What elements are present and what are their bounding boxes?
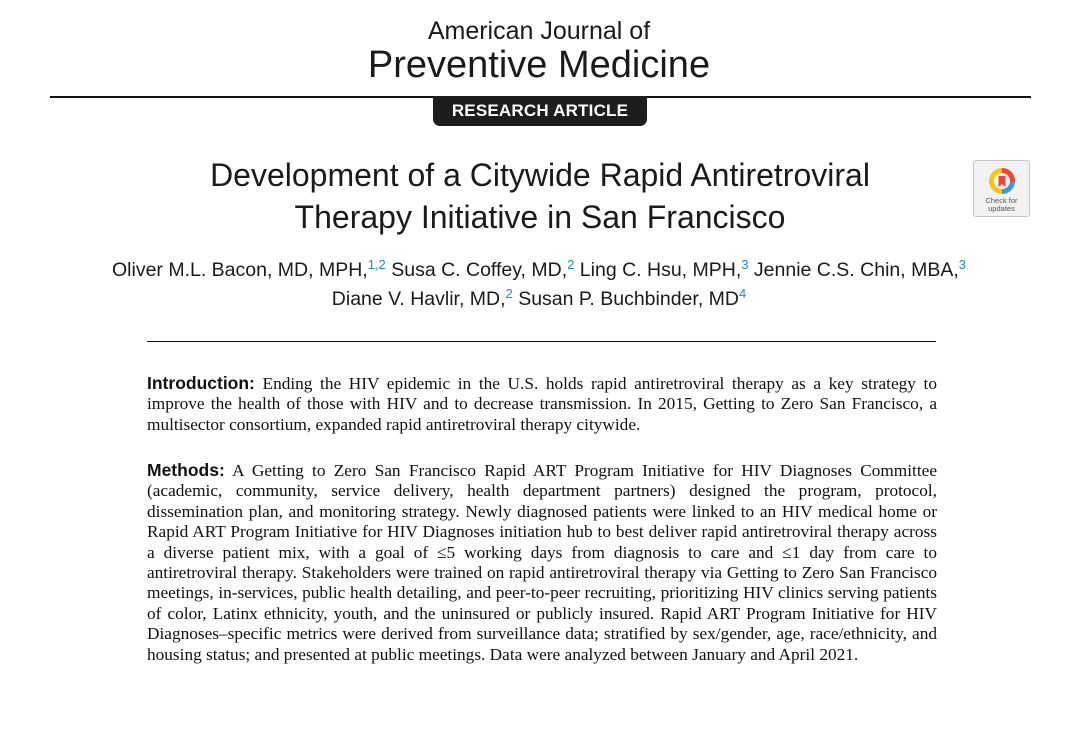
author-affiliation[interactable]: 3 [958,257,966,272]
section-heading-introduction: Introduction: [147,373,255,393]
author-name: Jennie C.S. Chin, MBA, [753,259,959,281]
article-title-line2: Therapy Initiative in San Francisco [294,199,786,235]
section-heading-methods: Methods: [147,460,225,480]
abstract-methods [147,460,937,665]
author-name: Ling C. Hsu, MPH, [579,259,742,281]
author-affiliation[interactable]: 3 [741,257,749,272]
introduction-text: Ending the HIV epidemic in the U.S. holds rapid antiretroviral therapy as a key strategy to improve the health of those with HIV and to decrease transmission. In 2015, Getting to Zero San Francisco, a multisector consortium, expanded rapid antiretroviral therapy citywide. [147,374,937,434]
journal-name-line2: Preventive Medicine [367,44,711,86]
abstract-divider [147,341,936,342]
check-for-updates-icon [987,166,1017,196]
article-type-badge: RESEARCH ARTICLE [433,96,647,126]
author-name: Susa C. Coffey, MD, [391,259,568,281]
article-title-line1: Development of a Citywide Rapid Antiretroviral [210,157,870,193]
author-name: Oliver M.L. Bacon, MD, MPH, [112,259,368,281]
abstract-introduction [147,373,937,435]
author-list [30,256,1048,314]
author-affiliation[interactable]: 2 [505,286,513,301]
check-for-updates-label: Check for updates [985,196,1018,213]
author-name: Susan P. Buchbinder, MD [518,288,739,310]
methods-text: A Getting to Zero San Francisco Rapid ART Program Initiative for HIV Diagnoses Committee (academic, community, service delivery, health department partners) designed the program, protocol, dissemination plan, and monitoring strategy. Newly diagnosed patients were linked to an HIV medical home or Rapid ART Program Initiative for HIV Diagnoses initiation hub to best deliver rapid antiretroviral therapy across a diverse patient mix, with a goal of ≤5 working days from diagnosis to care and ≤1 day from care to antiretroviral therapy. Stakeholders were trained on rapid antiretroviral therapy via Getting to Zero San Francisco meetings, in-services, public health detailing, and peer-to-peer recruiting, prioritizing HIV clinics serving patients of color, Latinx ethnicity, youth, and the uninsured or publicly insured. Rapid ART Program Initiative for HIV Diagnoses–specific metrics were derived from surveillance data; stratified by sex/gender, age, race/ethnicity, and housing status; and presented at public meetings. Data were analyzed between January and April 2021. [147,461,937,664]
author-affiliation[interactable]: 1,2 [367,257,386,272]
article-title [140,154,940,238]
author-affiliation[interactable]: 2 [567,257,575,272]
author-affiliation[interactable]: 4 [738,286,747,301]
author-line-1 [30,256,1048,285]
journal-name-line1: American Journal of [427,17,651,45]
author-line-2 [30,285,1048,314]
author-name: Diane V. Havlir, MD, [331,288,506,310]
check-for-updates-button[interactable] [973,160,1030,217]
